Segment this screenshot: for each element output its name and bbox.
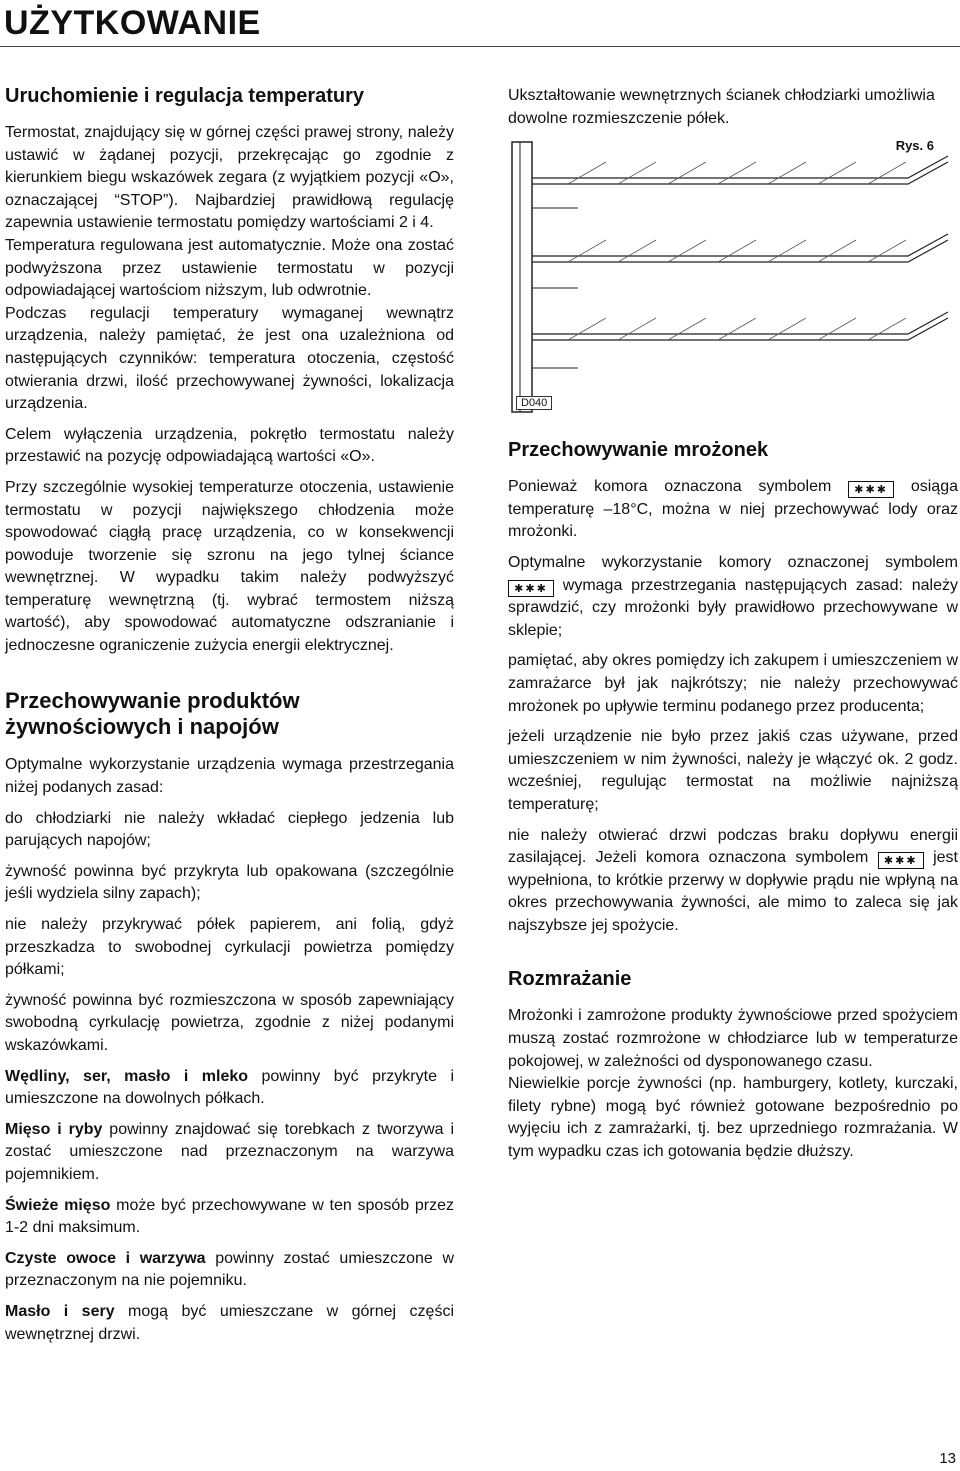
bold-term: Masło i sery xyxy=(5,1302,115,1320)
paragraph: Niewielkie porcje żywności (np. hamburgery, kotlety, kurczaki, filety rybne) mogą być również gotowane bezpośrednio po wyjęciu ich z zamrażarki, tj. bez uprzedniego rozmrażania. W tym wypadku czas ich gotowania będzie dłuższy. xyxy=(508,1075,958,1161)
paragraph: żywność powinna być rozmieszczona w sposób zapewniający swobodną cyrkulację powietrza, zgodnie z niżej podanymi wskazówkami. xyxy=(5,991,454,1054)
paragraph: Ukształtowanie wewnętrznych ścianek chłodziarki umożliwia dowolne rozmieszczenie półek. xyxy=(508,87,935,127)
paragraph: żywność powinna być przykryta lub opakowana (szczególnie jeśli wydziela silny zapach); xyxy=(5,862,454,903)
paragraph xyxy=(5,1119,454,1187)
paragraph-text: Optymalne wykorzystanie komory oznaczonej symbolem xyxy=(508,553,958,571)
paragraph: Podczas regulacji temperatury wymaganej wewnątrz urządzenia, należy pamiętać, że jest ona uzależniona od następujących czynników: temperatura otoczenia, częstość otwierania drzwi, ilość przechowywanej żywności, lokalizacja urządzenia. xyxy=(5,304,454,413)
paragraph: nie należy przykrywać półek papierem, ani folią, gdyż przeszkadza to swobodnej cyrkulacji powietrza pomiędzy półkami; xyxy=(5,916,454,979)
paragraph-text: jest wypełniona, to krótkie przerwy w dopływie prądu nie wpłyną na okres przechowywania żywności, ale mimo to zaleca się jak najszybsze jej spożycie. xyxy=(508,849,958,934)
paragraph-text: wymaga przestrzegania następujących zasad: należy sprawdzić, czy mrożonki były prawidłowo przechowywane w sklepie; xyxy=(508,576,958,639)
title-divider xyxy=(0,46,960,47)
figure-label: Rys. 6 xyxy=(895,138,934,154)
paragraph-text: Ponieważ komora oznaczona symbolem xyxy=(508,478,849,496)
paragraph: Mrożonki i zamrożone produkty żywnościowe przed spożyciem muszą zostać rozmrożone w chłodziarce lub w temperaturze pokojowej, w zależności od dysponowanego czasu. xyxy=(508,1007,958,1070)
paragraph-text: nie należy otwierać drzwi podczas braku dopływu energii zasilającej. Jeżeli komora oznaczona symbolem xyxy=(508,826,958,867)
freezer-star-symbol-icon: ✱✱✱ xyxy=(508,580,554,597)
paragraph-text: może być przechowywane w ten sposób przez 1-2 dni maksimum. xyxy=(5,1196,454,1237)
bold-term: Czyste owoce i warzywa xyxy=(5,1249,206,1267)
page-number: 13 xyxy=(939,1450,956,1467)
paragraph xyxy=(508,476,958,544)
left-column xyxy=(5,84,454,1354)
shelf-figure xyxy=(508,138,958,414)
page-title: UŻYTKOWANIE xyxy=(4,4,261,42)
section-heading-defrosting: Rozmrażanie xyxy=(508,968,632,991)
section-heading-frozen-storage: Przechowywanie mrożonek xyxy=(508,439,769,462)
paragraph: Optymalne wykorzystanie urządzenia wymaga przestrzegania niżej podanych zasad: xyxy=(5,756,454,797)
paragraph: Temperatura regulowana jest automatycznie. Może ona zostać podwyższona przez ustawienie termostatu w pozycji odpowiadającej wartościom niższym, lub odwrotnie. xyxy=(5,236,454,300)
bold-term: Świeże mięso xyxy=(5,1196,111,1214)
section-heading-temperature: Uruchomienie i regulacja temperatury xyxy=(5,85,365,107)
paragraph-text: osiąga temperaturę –18°C, można w niej przechowywać lody oraz mrożonki. xyxy=(508,478,959,541)
paragraph xyxy=(5,1248,454,1293)
bold-term: Wędliny, ser, masło i mleko xyxy=(5,1067,249,1085)
paragraph: Termostat, znajdujący się w górnej części prawej strony, należy ustawić w żądanej pozycji, przekręcając go zgodnie z kierunkiem biegu wskazówek zegara (z wyjątkiem pozycji «O», oznaczającej “STOP”). Najbardziej prawidłową regulację zapewnia ustawienie termostatu pomiędzy wartościami 2 i 4. xyxy=(5,124,454,232)
paragraph-text: mogą być umieszczane w górnej części wewnętrznej drzwi. xyxy=(5,1302,454,1343)
section-heading-food-storage: Przechowywanie produktów żywnościowych i napojów xyxy=(5,687,300,740)
paragraph: pamiętać, aby okres pomiędzy ich zakupem i umieszczeniem w zamrażarce był jak najkrótszy; nie należy przechowywać mrożonek po upływie terminu podanego przez producenta; xyxy=(508,652,958,715)
paragraph-text: powinny znajdować się torebkach z tworzywa i zostać umieszczone nad przeznaczonym na warzywa pojemnikiem. xyxy=(5,1120,455,1183)
paragraph xyxy=(5,1195,454,1240)
paragraph xyxy=(5,1066,454,1111)
paragraph xyxy=(5,1301,454,1346)
freezer-star-symbol-icon: ✱✱✱ xyxy=(848,481,894,498)
paragraph: jeżeli urządzenie nie było przez jakiś czas używane, przed umieszczeniem w nim żywności, należy je włączyć ok. 2 godz. wcześniej, regulując termostat na możliwie najniższą temperaturę; xyxy=(508,728,958,813)
fridge-interior-illustration xyxy=(508,138,958,414)
freezer-star-symbol-icon: ✱✱✱ xyxy=(878,852,924,869)
paragraph: do chłodziarki nie należy wkładać ciepłego jedzenia lub parujących napojów; xyxy=(5,809,454,850)
paragraph: Przy szczególnie wysokiej temperaturze otoczenia, ustawienie termostatu w pozycji największego chłodzenia może spowodować ciągłą pracę urządzenia, co w konsekwencji powoduje tworzenie się szronu na jego tylnej ściance wewnętrznej. W wypadku takim należy podwyższyć temperaturę wewnętrzną (tj. wybrać termostem niższą wartość), aby spowodować automatyczne odszranianie i jednoczesne ograniczenie zużycia energii elektrycznej. xyxy=(5,478,454,655)
right-column xyxy=(508,85,958,1172)
figure-code: D040 xyxy=(516,396,552,410)
paragraph-text: powinny zostać umieszczone w przeznaczonym na nie pojemniku. xyxy=(5,1249,455,1290)
paragraph xyxy=(508,825,958,938)
bold-term: Mięso i ryby xyxy=(5,1120,103,1138)
paragraph-text: powinny być przykryte i umieszczone na dowolnych półkach. xyxy=(5,1067,454,1108)
paragraph xyxy=(508,552,958,642)
paragraph: Celem wyłączenia urządzenia, pokrętło termostatu należy przestawić na pozycję odpowiadającą wartości «O». xyxy=(5,425,454,466)
